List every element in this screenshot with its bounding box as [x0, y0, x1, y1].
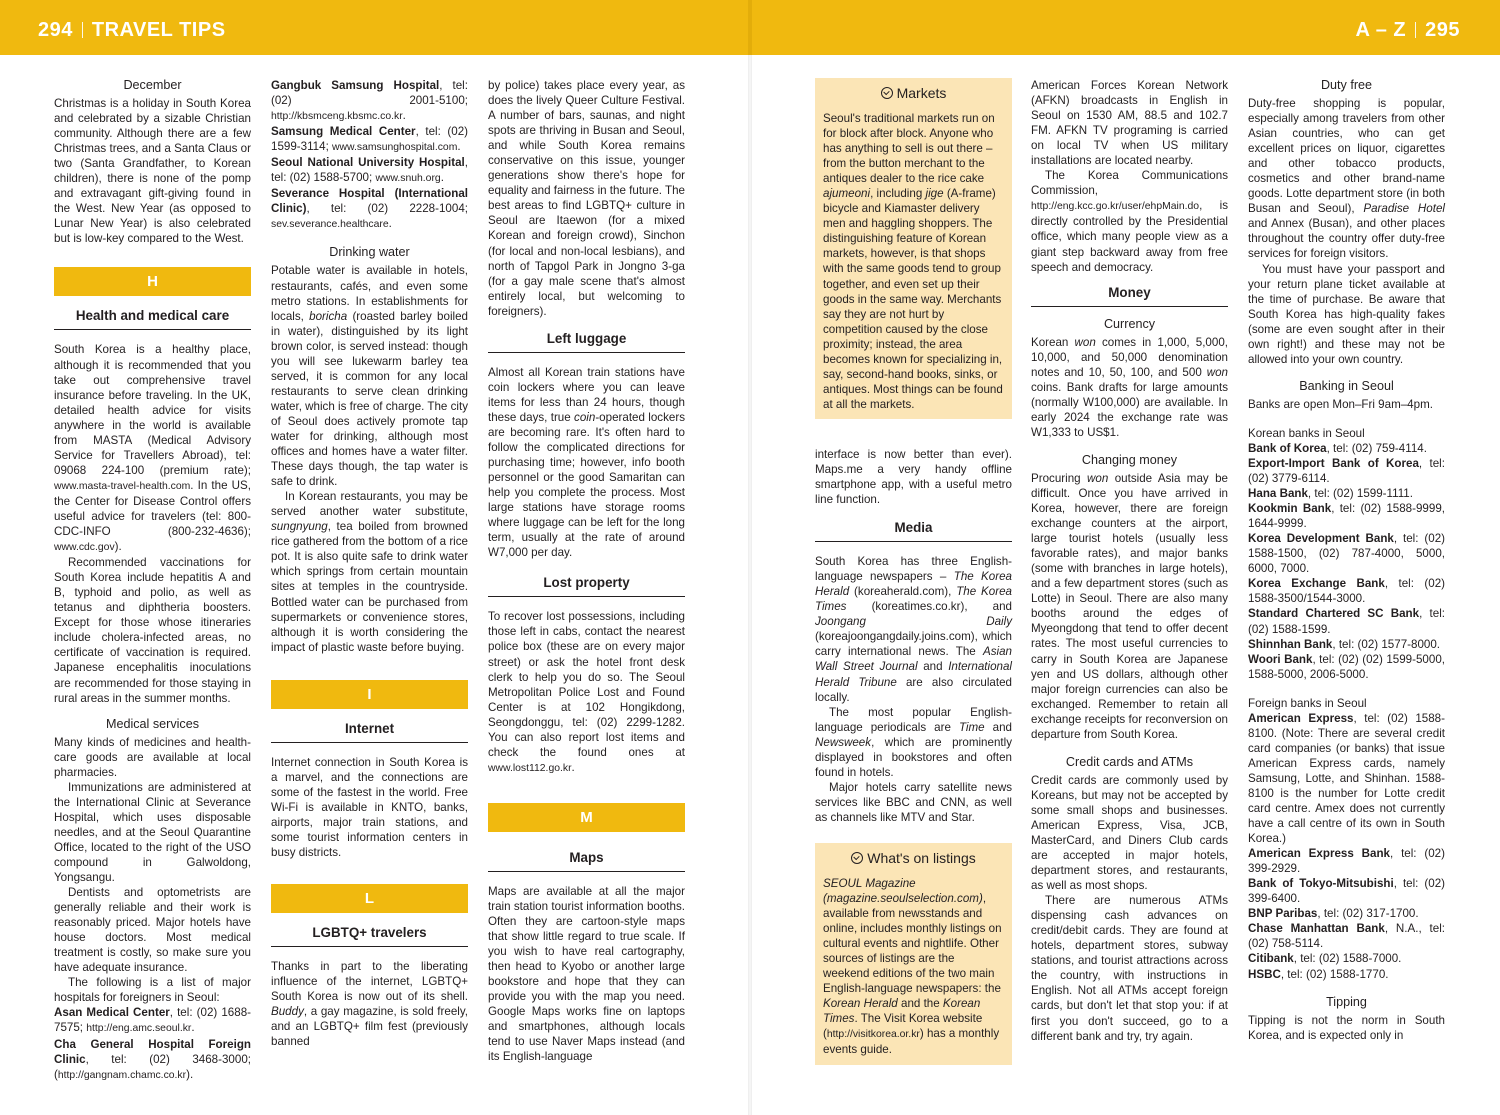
link-gangbuk[interactable]: http://kbsmceng.kbsmc.co.kr — [271, 111, 403, 123]
paragraph-duty-free-1 — [1248, 96, 1445, 262]
subheading-december: December — [123, 78, 182, 92]
letter-i-banner: I — [271, 680, 468, 709]
paragraph-water-2 — [271, 489, 468, 655]
link-masta[interactable]: www.masta-travel-health.com — [54, 480, 191, 492]
text: South Korea has three English-language newspapers – — [815, 555, 1012, 584]
bank-entry — [1248, 921, 1445, 951]
magazine-newsweek: Newsweek — [815, 735, 872, 749]
column-2 — [271, 78, 468, 1049]
paper-korea-times: The Korea Times — [815, 585, 1012, 614]
left-page-number: 294 — [38, 19, 73, 41]
text: , tel: (02) 1688-7575; — [54, 1006, 251, 1035]
subheading-medical-services: Medical services — [105, 716, 200, 731]
term-sungnyung: sungnyung — [271, 520, 328, 534]
column-1 — [54, 78, 251, 1083]
hospital-gangbuk — [271, 78, 468, 124]
paper-joongang-daily: Joongang Daily — [815, 615, 1012, 629]
heading-left-luggage: Left luggage — [488, 331, 685, 353]
hospital-name: Seoul National University Hospital — [271, 156, 465, 170]
paper-korean-herald: Korean Herald — [823, 997, 898, 1011]
paragraph-water-1 — [271, 263, 468, 489]
text: . The Visit Korea website ( — [823, 1012, 983, 1041]
text: Procuring — [1031, 471, 1081, 485]
subheading-drinking-water: Drinking water — [329, 245, 410, 260]
text: (koreajoongangdaily.joins.com), which carry international news. The — [815, 630, 1012, 659]
subheading-credit-cards: Credit cards and ATMs — [1065, 754, 1194, 769]
paragraph-media-1 — [815, 554, 1012, 704]
bank-tel: , tel: (02) 1599-1111. — [1307, 487, 1413, 501]
bank-name: Citibank — [1248, 952, 1294, 966]
text: -operated lockers are becoming rare. It's often hard to follow the complicated directions for purchasing time; however, info booth personnel or the good Samaritan can help you complete the process. Most large stations have storage rooms where luggage can be left for the long term, usually at the rate of around W7,000 per day. — [488, 410, 685, 560]
text: . — [457, 140, 461, 154]
paper-korean-times: Korean Times — [823, 997, 981, 1026]
text: , tel: (02) 1599-3114; — [271, 125, 468, 154]
bank-entry — [1248, 906, 1445, 921]
korean-bank-list — [1248, 441, 1445, 682]
column-6 — [1248, 78, 1445, 1043]
paragraph-medical-4: The following is a list of major hospitals for foreigners in Seoul: — [54, 976, 251, 1005]
text: (A-frame) bicycle and Kiamaster delivery men and haggling shoppers. The distinguishing feature of Korean markets, however, is that shops with the same goods tend to group together, and even set up their goods in the same way. Merchants say they are not hurt by competition caused by the close proximity; instead, the area becomes known for specializing in, say, second-hand books, sinks, or antiques. Most things can be found at all the markets. — [823, 187, 1003, 411]
bank-tel: , tel: (02) 1588-8100. (Note: There are several credit card companies (or banks) that issue American Express cards, namely Samsung, Lotte, and Shinhan. 1588-8100 is the number for Lotte credit card centre. Amex does not currently have a call centre of its own in South Korea.) — [1248, 711, 1445, 846]
hospital-severance — [271, 186, 468, 232]
link-samsung[interactable]: www.samsunghospital.com — [332, 142, 458, 154]
paragraph-medical-3: Dentists and optometrists are generally reliable and their work is reasonably priced. Major hotels have house doctors. Most medical treatment is costly, so make sure you have adequate insurance. — [54, 886, 251, 975]
bank-tel: , tel: (02) 1588-1770. — [1280, 967, 1389, 981]
text: comes in 1,000, 5,000, 10,000, and 50,000 denomination notes and 10, 50, 100, and 500 — [1031, 335, 1228, 379]
bank-entry — [1248, 531, 1445, 576]
bank-name: Export-Import Bank of Korea — [1248, 456, 1419, 470]
paragraph-banking: Banks are open Mon–Fri 9am–4pm. — [1248, 397, 1433, 411]
book-spine — [748, 55, 752, 1115]
text: ) has a monthly events guide. — [823, 1027, 1000, 1057]
text: . — [571, 760, 575, 774]
letter-l-banner: L — [271, 884, 468, 913]
bank-entry — [1248, 501, 1445, 531]
bank-name: Korea Development Bank — [1248, 532, 1394, 546]
label-foreign-banks: Foreign banks in Seoul — [1248, 696, 1367, 710]
bank-tel: , tel: (02) 1588-9999, 1644-9999. — [1248, 502, 1445, 531]
paragraph-media-3: Major hotels carry satellite news services like BBC and CNN, as well as channels like MTV and Star. — [815, 780, 1012, 824]
text: and Annex (Busan), and other places throughout the country offer duty-free services for foreign visitors. — [1248, 217, 1445, 261]
column-4 — [815, 78, 1012, 1065]
text: , tel: (02) 3468-3000; ( — [54, 1052, 251, 1081]
text: To recover lost possessions, including those left in cabs, contact the nearest police box (these are on every major street) or ask the hotel front desk clerk to help you do so. The Seoul Metropolitan Police Lost and Found Center is at 102 Hongikdong, Seongdonggu, tel: (02) 2299-1282. You can also report lost items and check the found ones at — [488, 610, 685, 759]
hospital-snu — [271, 155, 468, 186]
link-cdc[interactable]: www.cdc.gov — [54, 542, 115, 554]
term-coin: coin — [574, 410, 596, 424]
paper-iht: International Herald Tribune — [815, 660, 1012, 689]
text: (koreaherald.com), — [854, 585, 952, 599]
bank-name: Bank of Tokyo-Mitsubishi — [1248, 877, 1394, 891]
paragraph-maps: Maps are available at all the major train station tourist information booths. Often they are cartoon-style maps that show little regard to true scale. If you wish to have real cartography, then head to Kyobo or another large bookstore and hope that they can provide you with the map you need. Google Maps works fine on laptops and smartphones, although locals tend to use Naver Maps instead (and its English-language — [488, 884, 685, 1064]
tip-title: What's on listings — [867, 849, 976, 866]
bank-entry — [1248, 711, 1445, 846]
bank-name: Woori Bank — [1248, 652, 1313, 666]
text: coins. Bank drafts for large amounts (normally W100,000) are available. In early 2024 the exchange rate was W1,333 to US$1. — [1031, 380, 1228, 439]
tip-box-listings — [815, 843, 1012, 1065]
bank-entry — [1248, 951, 1445, 966]
bank-entry — [1248, 846, 1445, 876]
heading-lgbtq: LGBTQ+ travelers — [271, 925, 468, 947]
text: , tel: (02) 1588-5700; — [271, 156, 468, 185]
bank-tel: , tel: (02) 759-4114. — [1326, 441, 1427, 455]
bank-name: American Express — [1248, 711, 1354, 725]
text: . — [440, 171, 444, 185]
term-won: won — [1074, 335, 1096, 349]
paragraph-internet: Internet connection in South Korea is a marvel, and the connections are some of the fastest in the world. Free Wi-Fi is available in KNTO, banks, airports, major train stations, and some tourist information centers in busy districts. — [271, 755, 468, 859]
column-3 — [488, 78, 685, 1064]
link-cha[interactable]: http://gangnam.chamc.co.kr — [57, 1069, 187, 1081]
text: (koreatimes.co.kr), and — [871, 600, 1012, 614]
bank-entry — [1248, 876, 1445, 906]
hospital-name: Gangbuk Samsung Hospital — [271, 79, 440, 92]
right-page-number: 295 — [1425, 19, 1460, 41]
text: In Korean restaurants, you may be served another water substitute, — [271, 490, 468, 519]
heading-internet: Internet — [271, 721, 468, 743]
hospital-samsung — [271, 124, 468, 155]
paragraph-media-2 — [815, 705, 1012, 780]
text: , tel: (02) 2228-1004; — [306, 202, 468, 216]
bank-tel: , tel: (02) 1588-3500/1544-3000. — [1248, 577, 1445, 606]
term-ajumeoni: ajumeoni — [823, 187, 871, 201]
bank-tel: , tel: (02) 317-1700. — [1317, 907, 1419, 921]
tip-check-icon — [851, 852, 863, 864]
text: and — [992, 720, 1012, 734]
bank-tel: , tel: (02) 399-6400. — [1248, 877, 1446, 906]
text: Thanks in part to the liberating influence of the internet, LGBTQ+ South Korea is now out of its shell. — [271, 960, 468, 1004]
paper-wsj: Asian Wall Street Journal — [815, 645, 1012, 674]
bank-name: BNP Paribas — [1248, 907, 1318, 921]
tip-box-markets — [815, 78, 1012, 419]
text: , available from newsstands and online, includes monthly listings on cultural events and nightlife. Other sources of listings are the weekend editions of the two main English-language newspapers: the — [823, 892, 1002, 996]
paragraph-december: Christmas is a holiday in South Korea and celebrated by a sizable Christian community. Although there are a few Christmas trees, and a Santa Claus or two (Santa Grandfather, to Korean children), there is none of the pomp and extravagant gift-giving found in the West. New Year (as opposed to Lunar New Year) is also celebrated but is low-key compared to the West. — [54, 97, 251, 246]
link-kcc[interactable]: http://eng.kcc.go.kr/user/ehpMain.do — [1031, 201, 1200, 213]
link-lost112[interactable]: www.lost112.go.kr — [488, 762, 572, 774]
paragraph-medical-2: Immunizations are administered at the International Clinic at Severance Hospital, which uses disposable needles, and at the Seoul Quarantine Office, located to the right of the USO compound in Galwoldong, Yongsangu. — [54, 780, 251, 885]
bank-name: Korea Exchange Bank — [1248, 577, 1385, 591]
bank-entry — [1248, 486, 1445, 501]
text: Almost all Korean train stations have coin lockers where you can leave items for less than 24 hours, though these days, true — [488, 365, 685, 424]
paragraph-duty-free-2: You must have your passport and your return plane ticket available at the time of purchase. Be aware that South Korea has high-quality fakes (some are even sought after in their own right!) and these may not be allowed into your own country. — [1248, 262, 1445, 366]
bank-name: Standard Chartered SC Bank — [1248, 607, 1420, 621]
header-separator — [1415, 22, 1416, 38]
tip-text-listings — [823, 876, 1004, 1058]
paragraph-lgbtq — [271, 959, 468, 1049]
paragraph-afkn-1: American Forces Korean Network (AFKN) broadcasts in English in Seoul on 1530 AM, 88.5 and 102.7 FM. AFKN TV programing is carried on local TV when US military installations are located nearby. — [1031, 79, 1228, 168]
bank-entry — [1248, 576, 1445, 606]
bank-name: Chase Manhattan Bank — [1248, 922, 1385, 936]
tip-heading-listings — [823, 849, 1004, 867]
hotel-paradise: Paradise Hotel — [1363, 202, 1445, 216]
paragraph-medical-1: Many kinds of medicines and health-care goods are available at local pharmacies. — [54, 735, 251, 779]
text: ). — [186, 1067, 194, 1081]
bank-entry — [1248, 441, 1445, 456]
text: are also circulated locally. — [815, 675, 1012, 704]
bank-entry — [1248, 637, 1445, 652]
text: Korean — [1031, 335, 1069, 349]
text: . — [402, 109, 406, 123]
term-boricha: boricha — [309, 309, 348, 323]
paragraph-lost-property — [488, 609, 685, 776]
text: , is directly controlled by the Presidential office, which many people view as a giant step backward away from free speech and democracy. — [1031, 199, 1228, 274]
header-separator — [82, 22, 83, 38]
paper-korea-herald: The Korea Herald — [815, 570, 1012, 599]
heading-money: Money — [1031, 285, 1228, 307]
text: and — [923, 660, 943, 674]
letter-h-banner: H — [54, 267, 251, 296]
paragraph-health-2: Recommended vaccinations for South Korea include hepatitis A and B, typhoid and polio, as well as tetanus and diphtheria boosters. Except for those whose itineraries include cholera-infected areas, no certificate of vaccination is required. Japanese encephalitis inoculations are recommended for those staying in rural areas in the summer months. — [54, 556, 251, 705]
subheading-currency: Currency — [1103, 316, 1156, 331]
tip-check-icon — [881, 87, 893, 99]
hospital-cha — [54, 1037, 251, 1083]
paragraph-changing-money — [1031, 471, 1228, 742]
bank-name: Kookmin Bank — [1248, 502, 1332, 516]
heading-lost-property: Lost property — [488, 575, 685, 597]
bank-name: Shinnhan Bank — [1248, 637, 1333, 651]
subheading-banking: Banking in Seoul — [1299, 378, 1394, 393]
link-asan[interactable]: http://eng.amc.seoul.kr — [86, 1023, 192, 1035]
paragraph-cards-1: Credit cards are commonly used by Koreans, but may not be accepted by some small shops and businesses. American Express, Visa, JCB, MasterCard, and Diners Club cards are accepted in major hotels, department stores, and restaurants, as well as most shops. — [1031, 773, 1228, 893]
text: , tel: (02) 2001-5100; — [271, 79, 468, 108]
bank-tel: , tel: (02) 1588-1500, (02) 787-4000, 5000, 6000, 7000. — [1248, 532, 1445, 576]
magazine-seoul: SEOUL Magazine (magazine.seoulselection.com) — [823, 876, 983, 906]
text: Potable water is available in hotels, restaurants, cafés, and even some metro stations. In establishments for locals, — [271, 264, 468, 323]
hospital-name: Samsung Medical Center — [271, 125, 416, 139]
hospital-name: Severance Hospital (International Clinic) — [271, 187, 468, 216]
text: and the — [901, 997, 940, 1011]
text: Seoul's traditional markets run on for block after block. Anyone who has anything to sell is out there – from the button merchant to the antiques dealer to the rice cake — [823, 112, 995, 186]
bank-tel: , tel: (02) 1577-8000. — [1332, 637, 1441, 651]
bank-entry — [1248, 652, 1445, 682]
text: , a gay magazine, is sold freely, and an LGBTQ+ film fest (previously banned — [271, 1005, 468, 1049]
heading-health: Health and medical care — [54, 308, 251, 330]
heading-maps: Maps — [488, 850, 685, 872]
text: . In the US, the Center for Disease Control offers useful advice for travelers (tel: 800-CDC-INFO (800-232-4636); — [54, 478, 251, 539]
subheading-duty-free: Duty free — [1320, 78, 1373, 92]
letter-m-banner: M — [488, 803, 685, 832]
heading-media: Media — [815, 520, 1012, 542]
link-severance[interactable]: sev.severance.healthcare — [271, 219, 389, 231]
paragraph-currency — [1031, 335, 1228, 440]
tip-title: Markets — [896, 85, 947, 101]
hospital-asan — [54, 1005, 251, 1036]
term-won: won — [1206, 365, 1228, 379]
magazine-time: Time — [958, 720, 985, 734]
text: . — [191, 1021, 195, 1035]
text: The most popular English-language periodicals are — [815, 705, 1012, 734]
term-jige: jige — [925, 187, 944, 201]
bank-entry — [1248, 456, 1445, 486]
tip-text-markets — [823, 111, 1004, 412]
paragraph-luggage — [488, 365, 685, 561]
left-section-title: TRAVEL TIPS — [91, 19, 226, 41]
right-running-head — [1355, 19, 1460, 41]
bank-name: American Express Bank — [1248, 847, 1390, 861]
bank-tel: , N.A., tel: (02) 758-5114. — [1248, 922, 1445, 951]
text: Duty-free shopping is popular, especially among travelers from other Asian countries, who can get excellent prices on liquor, cigarettes and other tobacco products, cosmetics and other brand-name goods. Lotte department store (in both Busan and Seoul), — [1248, 97, 1445, 216]
bank-name: Hana Bank — [1248, 487, 1308, 501]
text: outside Asia may be difficult. Once you have arrived in Korea, however, there are foreign exchange counters at the airport, large tourist hotels (usually less favorable rates), and major banks (some with branches in large hotels), and a few department stores (such as Lotte) in Seoul. There are also many booths around the edges of Myeongdong that tend to offer decent rates. The most useful currencies to carry in South Korea are Japanese yen and US dollars, although other major foreign currencies can also be exchanged. Remember to retain all exchange receipts for reconversion on departure from South Korea. — [1031, 471, 1228, 741]
bank-tel: , tel: (02) (02) 1599-5000, 1588-5000, 2006-5000. — [1248, 652, 1445, 681]
text: , including — [870, 187, 923, 201]
magazine-buddy: Buddy — [271, 1005, 304, 1019]
bank-tel: , tel: (02) 1588-1599. — [1248, 607, 1445, 636]
bank-tel: , tel: (02) 399-2929. — [1248, 847, 1445, 876]
text: , tea boiled from browned rice gathered from the bottom of a rice pot. It is also quite safe to drink water which springs from certain mountain sites at temples in the countryside. Bottled water can be purchased from supermarkets or convenience stores, although it is worth considering the impact of plastic waste before buying. — [271, 520, 468, 654]
text: South Korea is a healthy place, although it is recommended that you take out comprehensive travel insurance before traveling. In the UK, detailed health advice for visits anywhere in the world is available from MASTA (Medical Advisory Service for Travellers Abroad), tel: 09068 224-100 (premium rate); — [54, 343, 251, 477]
paragraph-tipping: Tipping is not the norm in South Korea, and is expected only in — [1248, 1013, 1445, 1042]
paragraph-maps-continued: interface is now better than ever). Maps.me a very handy offline smartphone app, with a useful metro line function. — [815, 447, 1012, 507]
left-running-head — [38, 19, 226, 41]
right-section-title: A – Z — [1355, 19, 1407, 41]
text: . — [388, 217, 392, 231]
text: The Korea Communications Commission, — [1031, 169, 1228, 198]
bank-entry — [1248, 967, 1445, 982]
text: , which are prominently displayed in bookstores and often found in hotels. — [815, 735, 1012, 779]
paragraph-lgbtq-continued: by police) takes place every year, as does the lively Queer Culture Festival. A number of bars, saunas, and night spots are thriving in Busan and Seoul, and while South Korea remains conservative on this issue, younger generations show there's hope for equality and fairness in the future. The best areas to find LGBTQ+ culture in Seoul are Itaewon (for a mixed Korean and foreign crowd), Sinchon (for local and non-local lesbians), and north of Tapgol Park in Jongno 3-ga (for a gay male scene that's almost entirely local, but welcoming to foreigners). — [488, 79, 686, 318]
hospital-name: Cha General Hospital Foreign Clinic — [54, 1037, 251, 1066]
foreign-bank-list — [1248, 711, 1445, 982]
bank-tel: , tel: (02) 1588-7000. — [1293, 952, 1402, 966]
header-gutter — [748, 0, 752, 55]
bank-name: Bank of Korea — [1248, 441, 1327, 455]
term-won: won — [1087, 471, 1109, 485]
column-5 — [1031, 78, 1228, 1044]
bank-tel: , tel: (02) 3779-6114. — [1248, 456, 1445, 486]
paragraph-afkn-2 — [1031, 168, 1228, 274]
tip-heading-markets — [823, 84, 1004, 102]
subheading-changing-money: Changing money — [1081, 452, 1178, 467]
link-visitkorea[interactable]: http://visitkorea.or.kr — [826, 1029, 920, 1041]
paragraph-cards-2: There are numerous ATMs dispensing cash advances on credit/debit cards. They are found at hotels, department stores, subway stations, and tourist attractions across the country, with instructions in English. Not all ATMs accept foreign cards, but don't let that stop you: if at first you don't succeed, go to a different bank and try, try again. — [1031, 894, 1228, 1043]
link-snu[interactable]: www.snuh.org — [375, 173, 441, 185]
paragraph-health-1 — [54, 342, 251, 555]
bank-entry — [1248, 606, 1445, 636]
text: ). — [114, 540, 122, 554]
subheading-tipping: Tipping — [1326, 994, 1367, 1009]
label-korean-banks: Korean banks in Seoul — [1248, 426, 1365, 440]
text: (roasted barley boiled in water), distinguished by its light brown color, is served instead: though you will see lukewarm barley tea served, it is common for any local restaurants to serve clean drinking water, which is free of charge. The city of Seoul does actively promote tap water for drinking, although most offices and homes have a water filter. These days though, the tap water is safe to drink. — [271, 309, 468, 489]
hospital-name: Asan Medical Center — [54, 1006, 170, 1020]
bank-name: HSBC — [1248, 967, 1281, 981]
